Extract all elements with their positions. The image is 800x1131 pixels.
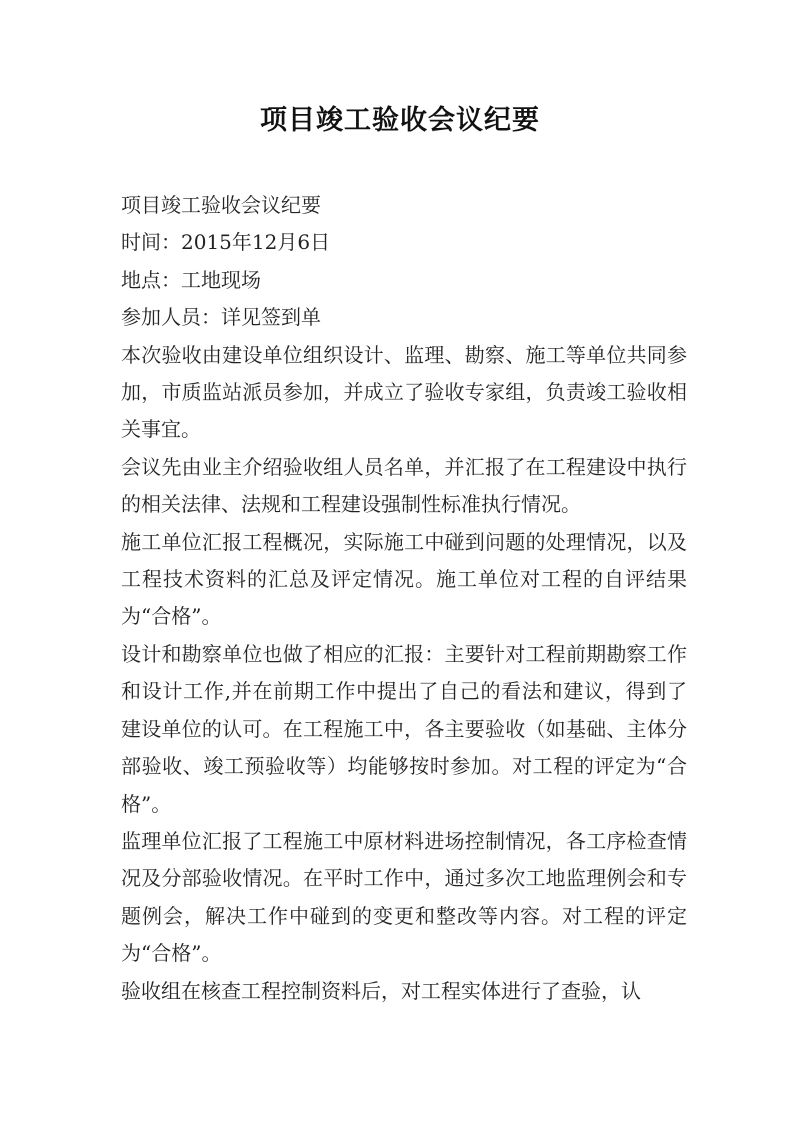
meeting-attendees: 参加人员：详见签到单	[121, 305, 321, 330]
paragraph-inspection: 验收组在核查工程控制资料后，对工程实体进行了查验，认	[121, 978, 641, 1003]
document-title: 项目竣工验收会议纪要	[260, 105, 540, 136]
paragraph-construction-report: 施工单位汇报工程概况，实际施工中碰到问题的处理情况，以及工程技术资料的汇总及评定情况。施工单位对工程的自评结果为“合格”。	[121, 529, 687, 629]
meeting-location: 地点：工地现场	[121, 267, 261, 292]
meeting-time: 时间：2015年12月6日	[121, 230, 331, 255]
paragraph-acceptance-organization: 本次验收由建设单位组织设计、监理、勘察、施工等单位共同参加，市质监站派员参加，并成立了验收专家组，负责竣工验收相关事宜。	[121, 342, 687, 442]
document-body	[121, 187, 687, 1010]
paragraph-design-survey-report: 设计和勘察单位也做了相应的汇报：主要针对工程前期勘察工作和设计工作,并在前期工作中提出了自己的看法和建议，得到了建设单位的认可。在工程施工中，各主要验收（如基础、主体分部验收、竣工预验收等）均能够按时参加。对工程的评定为“合格”。	[121, 641, 687, 816]
paragraph-supervision-report: 监理单位汇报了工程施工中原材料进场控制情况，各工序检查情况及分部验收情况。在平时工作中，通过多次工地监理例会和专题例会，解决工作中碰到的变更和整改等内容。对工程的评定为“合格”。	[121, 828, 687, 966]
subtitle-paragraph: 项目竣工验收会议纪要	[121, 193, 321, 217]
paragraph-owner-report: 会议先由业主介绍验收组人员名单，并汇报了在工程建设中执行的相关法律、法规和工程建设强制性标准执行情况。	[121, 454, 687, 517]
